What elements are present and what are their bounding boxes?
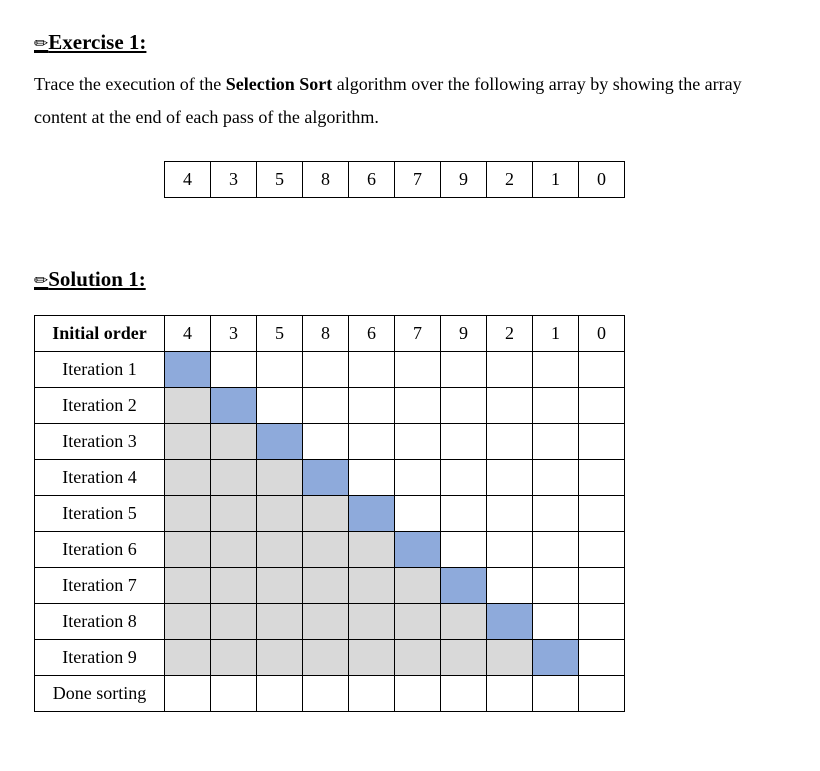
empty-cell bbox=[533, 496, 579, 532]
empty-cell bbox=[579, 496, 625, 532]
solution-title: Solution 1: bbox=[48, 267, 146, 291]
sorted-cell bbox=[349, 568, 395, 604]
sorted-cell bbox=[395, 640, 441, 676]
array-cell: 6 bbox=[349, 162, 395, 198]
selected-cell bbox=[349, 496, 395, 532]
selected-cell bbox=[441, 568, 487, 604]
sorted-cell bbox=[257, 460, 303, 496]
empty-cell bbox=[257, 352, 303, 388]
initial-cell: 3 bbox=[211, 316, 257, 352]
empty-cell bbox=[441, 532, 487, 568]
initial-cell: 6 bbox=[349, 316, 395, 352]
sorted-cell bbox=[441, 604, 487, 640]
sorted-cell bbox=[395, 604, 441, 640]
iteration-row bbox=[35, 460, 625, 496]
sorted-cell bbox=[303, 568, 349, 604]
sorted-cell bbox=[349, 640, 395, 676]
sorted-cell bbox=[257, 496, 303, 532]
sorted-cell bbox=[257, 604, 303, 640]
empty-cell bbox=[441, 496, 487, 532]
empty-cell bbox=[579, 352, 625, 388]
sorted-cell bbox=[211, 640, 257, 676]
iteration-label: Iteration 8 bbox=[35, 604, 165, 640]
iteration-label: Iteration 3 bbox=[35, 424, 165, 460]
sorted-cell bbox=[165, 640, 211, 676]
empty-cell bbox=[487, 460, 533, 496]
done-sorting-row bbox=[35, 676, 625, 712]
empty-cell bbox=[579, 604, 625, 640]
sorted-cell bbox=[303, 532, 349, 568]
initial-cell: 5 bbox=[257, 316, 303, 352]
input-array-row bbox=[165, 162, 625, 198]
sorted-cell bbox=[257, 640, 303, 676]
result-cell bbox=[533, 676, 579, 712]
selected-cell bbox=[395, 532, 441, 568]
result-cell bbox=[349, 676, 395, 712]
empty-cell bbox=[441, 424, 487, 460]
sorted-cell bbox=[165, 568, 211, 604]
iteration-row bbox=[35, 568, 625, 604]
array-cell: 5 bbox=[257, 162, 303, 198]
selected-cell bbox=[165, 352, 211, 388]
iteration-label: Iteration 4 bbox=[35, 460, 165, 496]
iteration-row bbox=[35, 640, 625, 676]
empty-cell bbox=[487, 424, 533, 460]
empty-cell bbox=[487, 388, 533, 424]
empty-cell bbox=[395, 388, 441, 424]
sorted-cell bbox=[165, 424, 211, 460]
empty-cell bbox=[441, 460, 487, 496]
exercise-heading bbox=[34, 30, 146, 55]
result-cell bbox=[165, 676, 211, 712]
iteration-label: Iteration 1 bbox=[35, 352, 165, 388]
array-cell: 3 bbox=[211, 162, 257, 198]
sorted-cell bbox=[257, 532, 303, 568]
input-array-table bbox=[164, 161, 625, 198]
iteration-label: Iteration 7 bbox=[35, 568, 165, 604]
empty-cell bbox=[487, 352, 533, 388]
sorted-cell bbox=[303, 640, 349, 676]
initial-cell: 8 bbox=[303, 316, 349, 352]
iteration-label: Iteration 2 bbox=[35, 388, 165, 424]
array-cell: 2 bbox=[487, 162, 533, 198]
selected-cell bbox=[303, 460, 349, 496]
empty-cell bbox=[349, 352, 395, 388]
iteration-row bbox=[35, 352, 625, 388]
result-cell bbox=[257, 676, 303, 712]
empty-cell bbox=[533, 568, 579, 604]
sorted-cell bbox=[487, 640, 533, 676]
empty-cell bbox=[487, 496, 533, 532]
sorted-cell bbox=[303, 496, 349, 532]
array-cell: 1 bbox=[533, 162, 579, 198]
solution-heading bbox=[34, 267, 146, 292]
empty-cell bbox=[533, 424, 579, 460]
instructions-text-end: algorithm over the following array by showing the array content at the end of each pass of the algorithm. bbox=[34, 74, 742, 127]
empty-cell bbox=[487, 568, 533, 604]
iteration-row bbox=[35, 604, 625, 640]
empty-cell bbox=[257, 388, 303, 424]
initial-cell: 2 bbox=[487, 316, 533, 352]
exercise-title: Exercise 1: bbox=[48, 30, 147, 54]
empty-cell bbox=[349, 388, 395, 424]
empty-cell bbox=[533, 460, 579, 496]
empty-cell bbox=[579, 640, 625, 676]
iteration-label: Iteration 5 bbox=[35, 496, 165, 532]
array-cell: 9 bbox=[441, 162, 487, 198]
initial-order-label: Initial order bbox=[35, 316, 165, 352]
empty-cell bbox=[579, 568, 625, 604]
exercise-instructions bbox=[34, 68, 794, 134]
empty-cell bbox=[349, 424, 395, 460]
empty-cell bbox=[395, 460, 441, 496]
array-cell: 4 bbox=[165, 162, 211, 198]
empty-cell bbox=[303, 352, 349, 388]
empty-cell bbox=[579, 460, 625, 496]
sorted-cell bbox=[349, 532, 395, 568]
empty-cell bbox=[303, 424, 349, 460]
sorted-cell bbox=[441, 640, 487, 676]
empty-cell bbox=[579, 388, 625, 424]
selected-cell bbox=[257, 424, 303, 460]
sorted-cell bbox=[165, 388, 211, 424]
initial-cell: 4 bbox=[165, 316, 211, 352]
result-cell bbox=[579, 676, 625, 712]
sorted-cell bbox=[257, 568, 303, 604]
sorted-cell bbox=[395, 568, 441, 604]
sorted-cell bbox=[165, 532, 211, 568]
initial-cell: 0 bbox=[579, 316, 625, 352]
sorted-cell bbox=[211, 568, 257, 604]
instructions-algorithm-name: Selection Sort bbox=[225, 74, 333, 94]
selected-cell bbox=[533, 640, 579, 676]
array-cell: 8 bbox=[303, 162, 349, 198]
empty-cell bbox=[211, 352, 257, 388]
sorted-cell bbox=[165, 496, 211, 532]
initial-order-row bbox=[35, 316, 625, 352]
empty-cell bbox=[533, 352, 579, 388]
sorted-cell bbox=[349, 604, 395, 640]
empty-cell bbox=[349, 460, 395, 496]
instructions-text-start: Trace the execution of the bbox=[34, 74, 226, 94]
done-sorting-label: Done sorting bbox=[35, 676, 165, 712]
empty-cell bbox=[441, 388, 487, 424]
sorted-cell bbox=[165, 604, 211, 640]
result-cell bbox=[441, 676, 487, 712]
iteration-row bbox=[35, 388, 625, 424]
pencil-icon: ✏ bbox=[34, 34, 49, 53]
sorted-cell bbox=[211, 604, 257, 640]
solution-table bbox=[34, 315, 625, 712]
empty-cell bbox=[533, 388, 579, 424]
result-cell bbox=[487, 676, 533, 712]
result-cell bbox=[395, 676, 441, 712]
selected-cell bbox=[487, 604, 533, 640]
result-cell bbox=[303, 676, 349, 712]
iteration-rows bbox=[35, 352, 625, 676]
empty-cell bbox=[487, 532, 533, 568]
empty-cell bbox=[395, 352, 441, 388]
empty-cell bbox=[533, 532, 579, 568]
array-cell: 0 bbox=[579, 162, 625, 198]
empty-cell bbox=[395, 496, 441, 532]
iteration-row bbox=[35, 496, 625, 532]
iteration-row bbox=[35, 424, 625, 460]
sorted-cell bbox=[211, 424, 257, 460]
array-cell: 7 bbox=[395, 162, 441, 198]
result-cell bbox=[211, 676, 257, 712]
empty-cell bbox=[303, 388, 349, 424]
sorted-cell bbox=[211, 460, 257, 496]
sorted-cell bbox=[303, 604, 349, 640]
iteration-label: Iteration 9 bbox=[35, 640, 165, 676]
empty-cell bbox=[395, 424, 441, 460]
selected-cell bbox=[211, 388, 257, 424]
iteration-label: Iteration 6 bbox=[35, 532, 165, 568]
sorted-cell bbox=[165, 460, 211, 496]
initial-cell: 9 bbox=[441, 316, 487, 352]
pencil-icon: ✏ bbox=[34, 271, 49, 290]
sorted-cell bbox=[211, 532, 257, 568]
iteration-row bbox=[35, 532, 625, 568]
empty-cell bbox=[579, 532, 625, 568]
empty-cell bbox=[579, 424, 625, 460]
empty-cell bbox=[441, 352, 487, 388]
initial-cell: 7 bbox=[395, 316, 441, 352]
sorted-cell bbox=[211, 496, 257, 532]
empty-cell bbox=[533, 604, 579, 640]
initial-cell: 1 bbox=[533, 316, 579, 352]
